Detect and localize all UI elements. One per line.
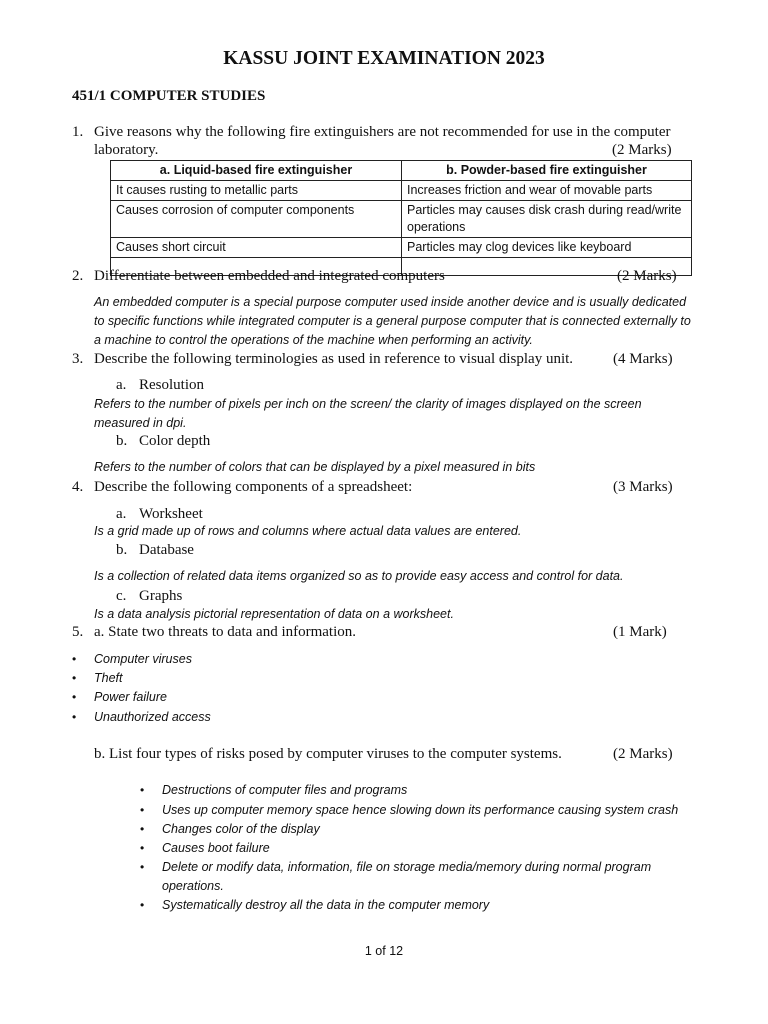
q4-b-label: b. xyxy=(116,542,128,558)
q4-c-text: Graphs xyxy=(139,588,183,604)
exam-title: KASSU JOINT EXAMINATION 2023 xyxy=(223,48,545,69)
list-item: • Changes color of the display xyxy=(140,822,320,836)
list-item-text: Systematically destroy all the data in the computer memory xyxy=(162,898,490,912)
list-item: • Theft xyxy=(72,671,123,685)
q3-a-answer: Refers to the number of pixels per inch on the screen/ the clarity of images displayed on the screen measured in dpi. xyxy=(94,397,642,430)
q3-b-answer: Refers to the number of colors that can be displayed by a pixel measured in bits xyxy=(94,460,536,474)
q4-a-answer: Is a grid made up of rows and columns where actual data values are entered. xyxy=(94,524,522,538)
q4-b-answer: Is a collection of related data items organized so as to provide easy access and control for data. xyxy=(94,569,624,583)
q4-marks: (3 Marks) xyxy=(613,479,673,495)
table-row xyxy=(111,201,692,238)
q4-a-label: a. xyxy=(116,506,127,522)
q4-b-text: Database xyxy=(139,542,194,558)
q5-a-text: a. State two threats to data and information. xyxy=(94,624,357,640)
page-number: 1 of 12 xyxy=(364,944,404,958)
q1-text-line1: Give reasons why the following fire extinguishers are not recommended for use in the computer xyxy=(94,124,671,140)
extinguisher-table xyxy=(110,160,692,276)
table-row xyxy=(111,238,692,258)
q3-marks: (4 Marks) xyxy=(613,351,673,367)
q3-b-label: b. xyxy=(116,433,128,449)
list-item-text: Delete or modify data, information, file on storage media/memory during normal program operations. xyxy=(162,860,652,893)
q4-c-answer: Is a data analysis pictorial representation of data on a worksheet. xyxy=(94,607,454,621)
q2-text: Differentiate between embedded and integrated computers xyxy=(94,268,445,284)
q5-a-marks: (1 Mark) xyxy=(613,624,667,640)
q1-marks: (2 Marks) xyxy=(612,142,672,158)
q3-number: 3. xyxy=(72,351,84,367)
list-item: • Destructions of computer files and programs xyxy=(140,783,408,797)
q3-a-text: Resolution xyxy=(139,377,205,393)
q1-text-line2: laboratory. xyxy=(94,142,159,158)
list-item: • Causes boot failure xyxy=(140,841,270,855)
table-cell: Increases friction and wear of movable parts xyxy=(402,181,692,201)
table-cell: Particles may clog devices like keyboard xyxy=(402,238,692,258)
q4-a-text: Worksheet xyxy=(139,506,203,522)
subject-heading: 451/1 COMPUTER STUDIES xyxy=(72,88,266,104)
list-item-text: Computer viruses xyxy=(94,652,192,666)
q4-c-label: c. xyxy=(116,588,127,604)
q2-answer: An embedded computer is a special purpose computer used inside another device and is usually dedicated to specific functions while integrated computer is a general purpose computer that is connected externally to a machine to control the operations of the machine when performing an activity. xyxy=(94,295,691,347)
table-cell: Particles may causes disk crash during read/write operations xyxy=(402,201,692,238)
table-header-row xyxy=(111,161,692,181)
q4-text: Describe the following components of a spreadsheet: xyxy=(94,479,413,495)
table-cell: Causes short circuit xyxy=(111,238,402,258)
list-item: • Systematically destroy all the data in the computer memory xyxy=(140,898,490,912)
q3-b-text: Color depth xyxy=(139,433,211,449)
list-item-text: Theft xyxy=(94,671,123,685)
list-item: • Uses up computer memory space hence slowing down its performance causing system crash xyxy=(140,803,679,817)
list-item-text: Unauthorized access xyxy=(94,710,211,724)
q3-a-label: a. xyxy=(116,377,127,393)
list-item-text: Destructions of computer files and programs xyxy=(162,783,408,797)
list-item: • Power failure xyxy=(72,690,167,704)
list-item: • Unauthorized access xyxy=(72,710,211,724)
q3-text: Describe the following terminologies as used in reference to visual display unit. xyxy=(94,351,574,367)
table-cell: It causes rusting to metallic parts xyxy=(111,181,402,201)
list-item-text: Causes boot failure xyxy=(162,841,270,855)
table-header-powder: b. Powder-based fire extinguisher xyxy=(402,161,692,181)
list-item-text: Uses up computer memory space hence slowing down its performance causing system crash xyxy=(162,803,679,817)
q5-number: 5. xyxy=(72,624,84,640)
list-item-text: Power failure xyxy=(94,690,167,704)
list-item: • Computer viruses xyxy=(72,652,192,666)
q2-number: 2. xyxy=(72,268,84,284)
table-header-liquid: a. Liquid-based fire extinguisher xyxy=(111,161,402,181)
q4-number: 4. xyxy=(72,479,84,495)
q5-b-text: b. List four types of risks posed by computer viruses to the computer systems. xyxy=(94,746,562,762)
list-item: • Delete or modify data, information, file on storage media/memory during normal program operations. xyxy=(140,858,685,896)
q2-marks: (2 Marks) xyxy=(617,268,677,284)
list-item-text: Changes color of the display xyxy=(162,822,320,836)
table-row xyxy=(111,181,692,201)
q5-b-marks: (2 Marks) xyxy=(613,746,673,762)
q1-number: 1. xyxy=(72,124,84,140)
table-cell: Causes corrosion of computer components xyxy=(111,201,402,238)
